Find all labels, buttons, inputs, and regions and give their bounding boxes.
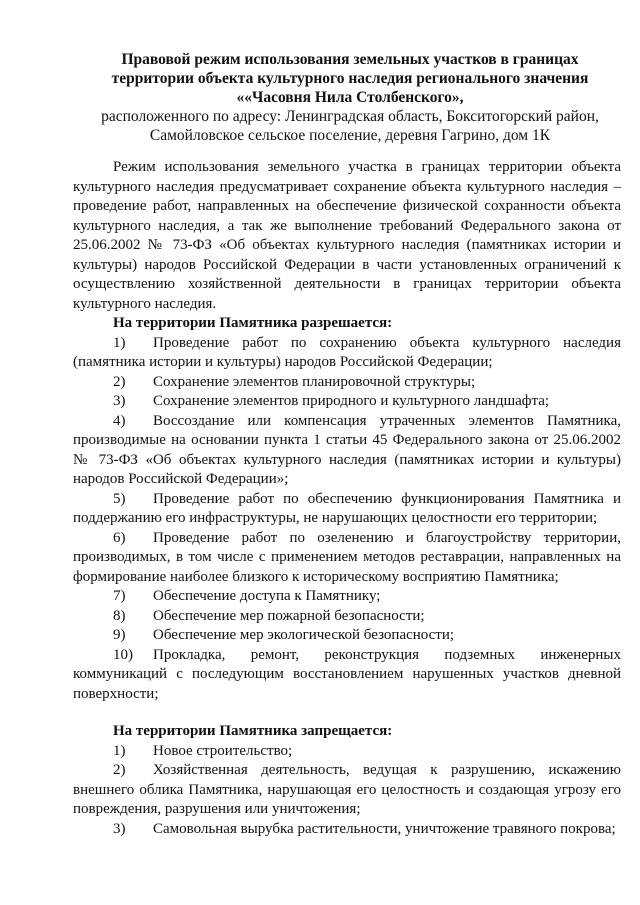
item-text: Воссоздание или компенсация утраченных элементов Памятника, производимые на основании пункта 1 статьи 45 Федерального закона от 25.06.2002 № 73-ФЗ «Об объектах культурного наследия (памятниках истории и культуры) народов Российской Федерации»;	[73, 412, 621, 487]
list-item	[73, 626, 621, 646]
item-number: 10)	[113, 646, 133, 663]
item-number: 9)	[113, 627, 126, 643]
item-number: 1)	[113, 334, 126, 351]
list-item	[73, 646, 621, 705]
allowed-heading: На территории Памятника разрешается:	[113, 315, 393, 331]
item-text: Проведение работ по озеленению и благоустройству территории, производимых, в том числе с применением методов реставрации, направленных на формирование наиболее близкого к историческому восприятию Памятника;	[73, 529, 621, 585]
item-number: 2)	[113, 762, 126, 778]
list-item	[73, 529, 621, 588]
list-item	[73, 490, 621, 529]
item-number: 4)	[113, 412, 126, 429]
item-text: Хозяйственная деятельность, ведущая к разрушению, искажению внешнего облика Памятника, нарушающая его целостность и создающая угрозу его повреждения, разрушения или уничтожения;	[73, 762, 621, 817]
item-text: Самовольная вырубка растительности, уничтожение травяного покрова;	[153, 820, 616, 837]
title-line-1: Правовой режим использования земельных участков в границах	[121, 51, 579, 68]
item-text: Сохранение элементов планировочной структуры;	[153, 373, 476, 390]
item-text: Обеспечение мер пожарной безопасности;	[153, 607, 425, 624]
item-number: 7)	[113, 588, 126, 604]
section-spacer	[73, 704, 621, 722]
document-title	[60, 50, 640, 145]
title-address-line-1: расположенного по адресу: Ленинградская область, Бокситогорский район,	[101, 108, 599, 125]
list-item	[73, 392, 621, 412]
list-item	[73, 587, 621, 607]
item-text: Прокладка, ремонт, реконструкция подземных инженерных коммуникаций с последующим восстановлением нарушенных участков дневной поверхности;	[73, 646, 621, 702]
item-text: Новое строительство;	[153, 742, 293, 759]
item-text: Сохранение элементов природного и культурного ландшафта;	[153, 393, 550, 409]
title-address-line-2: Самойловское сельское поселение, деревня Гагрино, дом 1К	[149, 127, 551, 144]
item-text: Обеспечение доступа к Памятнику;	[153, 588, 381, 604]
item-number: 1)	[113, 742, 126, 759]
list-item	[73, 334, 621, 373]
item-number: 3)	[113, 820, 126, 837]
item-number: 5)	[113, 490, 126, 507]
title-line-3: ««Часовня Нила Столбенского»,	[236, 89, 464, 106]
item-text: Обеспечение мер экологической безопасности;	[153, 627, 455, 643]
intro-paragraph: Режим использования земельного участка в границах территории объекта культурного наследия предусматривает сохранение объекта культурного наследия – проведение работ, направленных на обеспечение физической сохранности объекта культурного наследия, а так же выполнение требований Федерального закона от 25.06.2002 № 73-ФЗ «Об объектах культурного наследия (памятниках истории и культуры) народов Российской Федерации в части установленных ограничений к осуществлению хозяйственной деятельности в границах территории объекта культурного наследия.	[73, 159, 621, 312]
item-text: Проведение работ по обеспечению функционирования Памятника и поддержанию его инфраструктуры, не нарушающих целостности его территории;	[73, 490, 621, 526]
list-item	[73, 820, 621, 840]
list-item	[73, 373, 621, 393]
item-number: 3)	[113, 393, 126, 409]
title-line-2: территории объекта культурного наследия регионального значения	[111, 70, 589, 87]
item-number: 6)	[113, 529, 126, 546]
item-number: 8)	[113, 607, 126, 624]
item-number: 2)	[113, 373, 126, 390]
allowed-list	[73, 334, 621, 705]
forbidden-heading: На территории Памятника запрещается:	[113, 723, 393, 739]
forbidden-list	[73, 742, 621, 840]
list-item	[73, 412, 621, 490]
list-item	[73, 742, 621, 762]
list-item	[73, 607, 621, 627]
item-text: Проведение работ по сохранению объекта культурного наследия (памятника истории и культуры) народов Российской Федерации;	[73, 334, 621, 370]
document-body	[73, 158, 621, 839]
list-item	[73, 761, 621, 820]
